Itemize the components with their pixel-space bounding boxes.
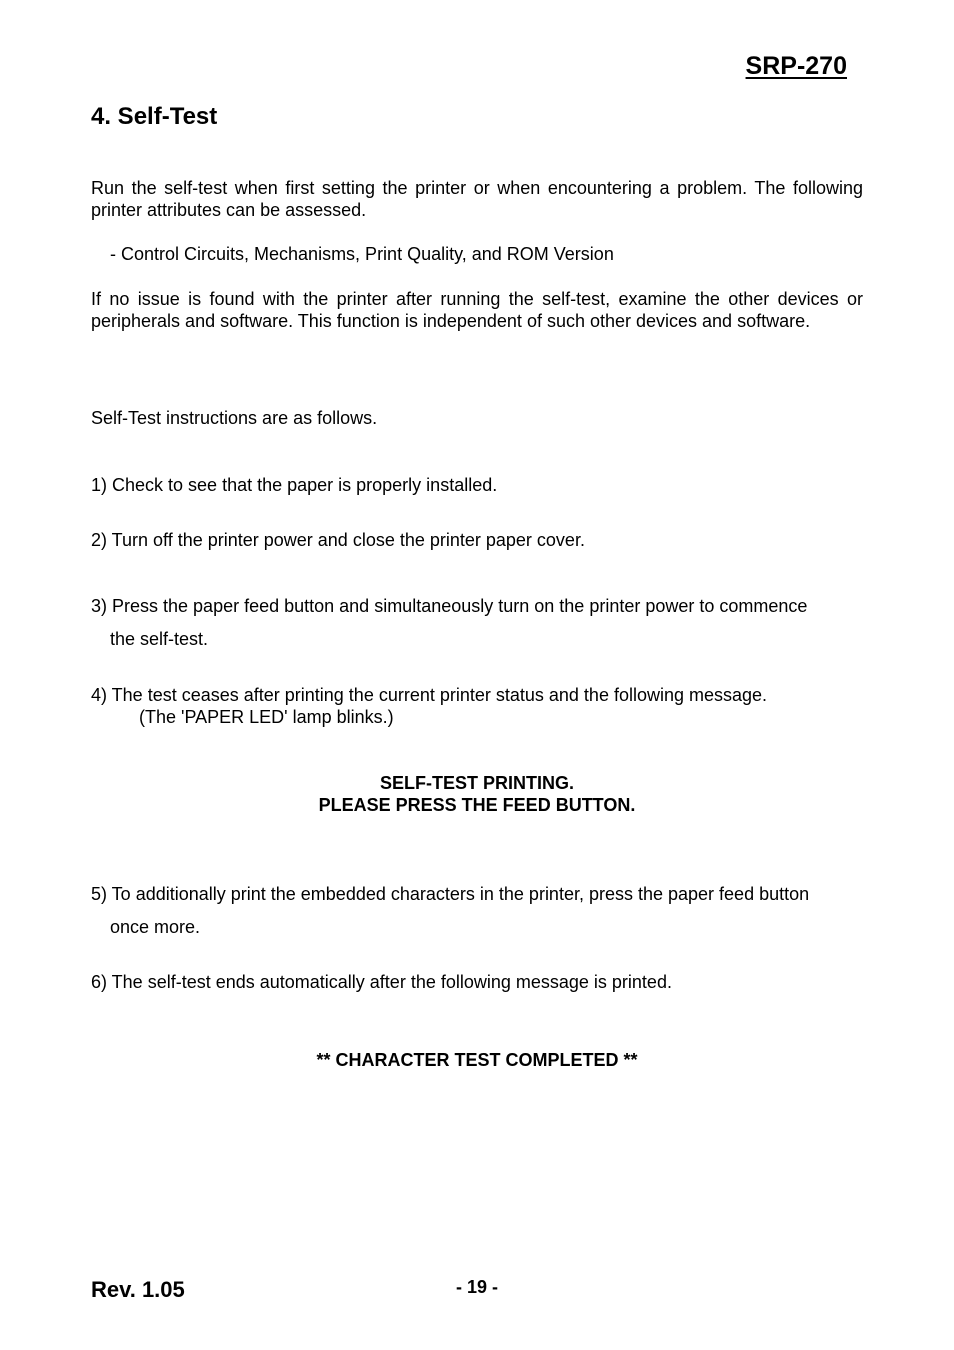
character-test-completed-message: ** CHARACTER TEST COMPLETED **	[316, 1050, 638, 1070]
model-header: SRP-270	[745, 52, 847, 80]
step-2: 2) Turn off the printer power and close the printer paper cover.	[91, 530, 585, 550]
step-3: 3) Press the paper feed button and simultaneously turn on the printer power to commence	[91, 596, 808, 616]
section-title: 4. Self-Test	[91, 103, 218, 130]
step-4-note: (The 'PAPER LED' lamp blinks.)	[139, 707, 394, 727]
step-5: 5) To additionally print the embedded characters in the printer, press the paper feed button	[91, 884, 810, 904]
step-3-continuation: the self-test.	[110, 629, 209, 649]
step-4: 4) The test ceases after printing the current printer status and the following message.	[91, 685, 768, 705]
page-number: - 19 -	[455, 1277, 498, 1297]
instructions-lead: Self-Test instructions are as follows.	[91, 408, 378, 428]
self-test-message-line-2: PLEASE PRESS THE FEED BUTTON.	[318, 795, 636, 815]
step-6: 6) The self-test ends automatically after the following message is printed.	[91, 972, 672, 992]
self-test-message-line-1: SELF-TEST PRINTING.	[379, 773, 574, 793]
step-5-continuation: once more.	[110, 917, 201, 937]
independence-paragraph: If no issue is found with the printer after running the self-test, examine the other devices or peripherals and software. This function is independent of such other devices and software.	[91, 289, 863, 331]
revision-label: Rev. 1.05	[91, 1277, 185, 1302]
attributes-list-item: - Control Circuits, Mechanisms, Print Quality, and ROM Version	[110, 244, 614, 264]
step-1: 1) Check to see that the paper is properly installed.	[91, 475, 498, 495]
intro-paragraph: Run the self-test when first setting the printer or when encountering a problem. The following printer attributes can be assessed.	[91, 178, 863, 220]
